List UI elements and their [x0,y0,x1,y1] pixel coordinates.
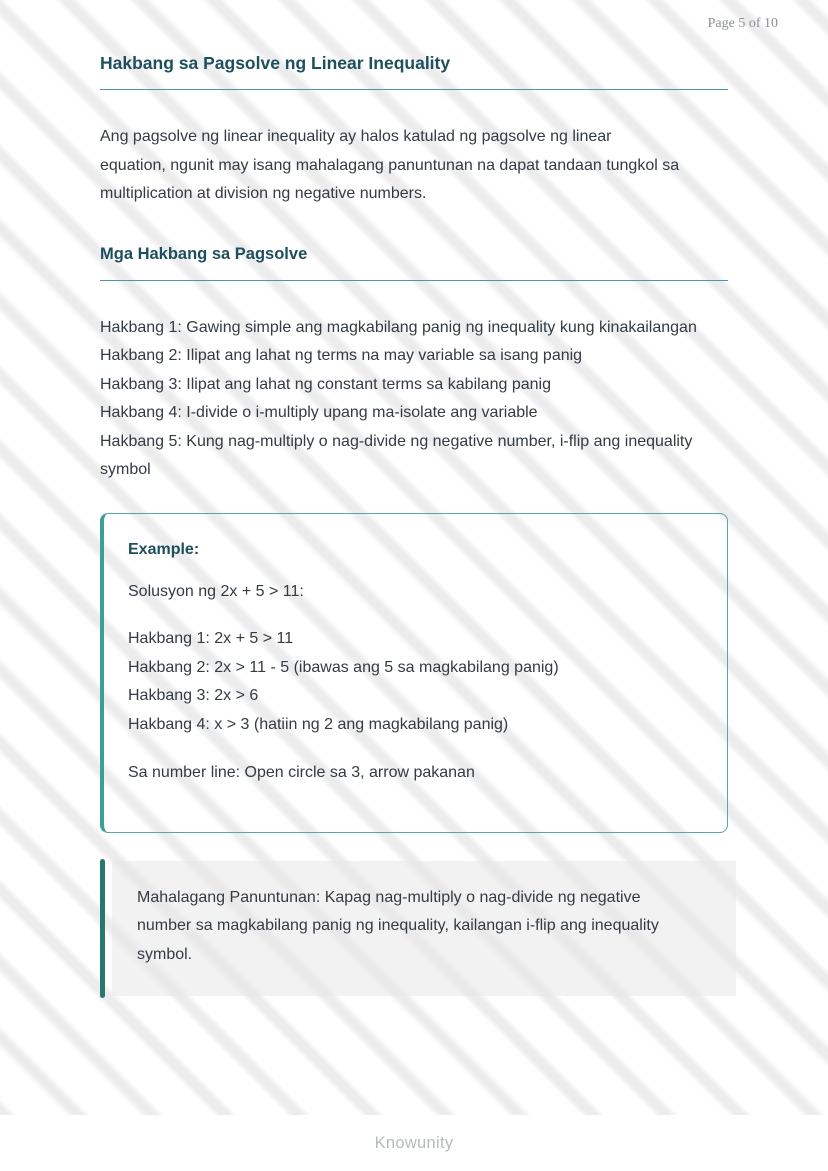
important-note-box [100,861,736,997]
page-number: Page 5 of 10 [707,16,778,31]
example-step-item: Hakbang 2: 2x > 11 - 5 (ibawas ang 5 sa magkabilang panig) [128,658,559,676]
section-heading-pagsolve: Hakbang sa Pagsolve ng Linear Inequality [100,53,728,90]
step-item: Hakbang 1: Gawing simple ang magkabilang panig ng inequality kung kinakailangan [100,318,697,336]
step-item: Hakbang 3: Ilipat ang lahat ng constant terms sa kabilang panig [100,375,551,393]
note-accent-bar [100,859,105,999]
step-item: Hakbang 4: I-divide o i-multiply upang ma-isolate ang variable [100,404,538,421]
example-callout-box [100,513,728,833]
example-step-item: Hakbang 4: x > 3 (hatiin ng 2 ang magkabilang panig) [128,715,509,733]
section-heading-mga-hakbang: Mga Hakbang sa Pagsolve [100,245,728,281]
footer-brand: Knowunity [374,1134,454,1152]
example-steps-list [128,625,701,739]
example-conclusion: Sa number line: Open circle sa 3, arrow pakanan [128,764,475,781]
example-step-item: Hakbang 3: 2x > 6 [128,687,259,704]
steps-list [100,314,700,485]
note-text: Mahalagang Panuntunan: Kapag nag-multiply o nag-divide ng negative number sa magkabilang panig ng inequality, kailangan i-flip ang inequality symbol. [137,888,659,963]
step-item: Hakbang 5: Kung nag-multiply o nag-divide ng negative number, i-flip ang inequality symbol [100,432,693,478]
note-body [112,861,736,997]
example-step-item: Hakbang 1: 2x + 5 > 11 [128,630,294,647]
example-label: Example: [128,540,200,558]
intro-paragraph: Ang pagsolve ng linear inequality ay halos katulad ng pagsolve ng linear equation, ngunit may isang mahalagang panuntunan na dapat tandaan tungkol sa multiplication at division ng negative numbers. [100,128,680,202]
example-problem: Solusyon ng 2x + 5 > 11: [128,582,304,600]
step-item: Hakbang 2: Ilipat ang lahat ng terms na may variable sa isang panig [100,347,583,364]
document-content [100,53,728,996]
